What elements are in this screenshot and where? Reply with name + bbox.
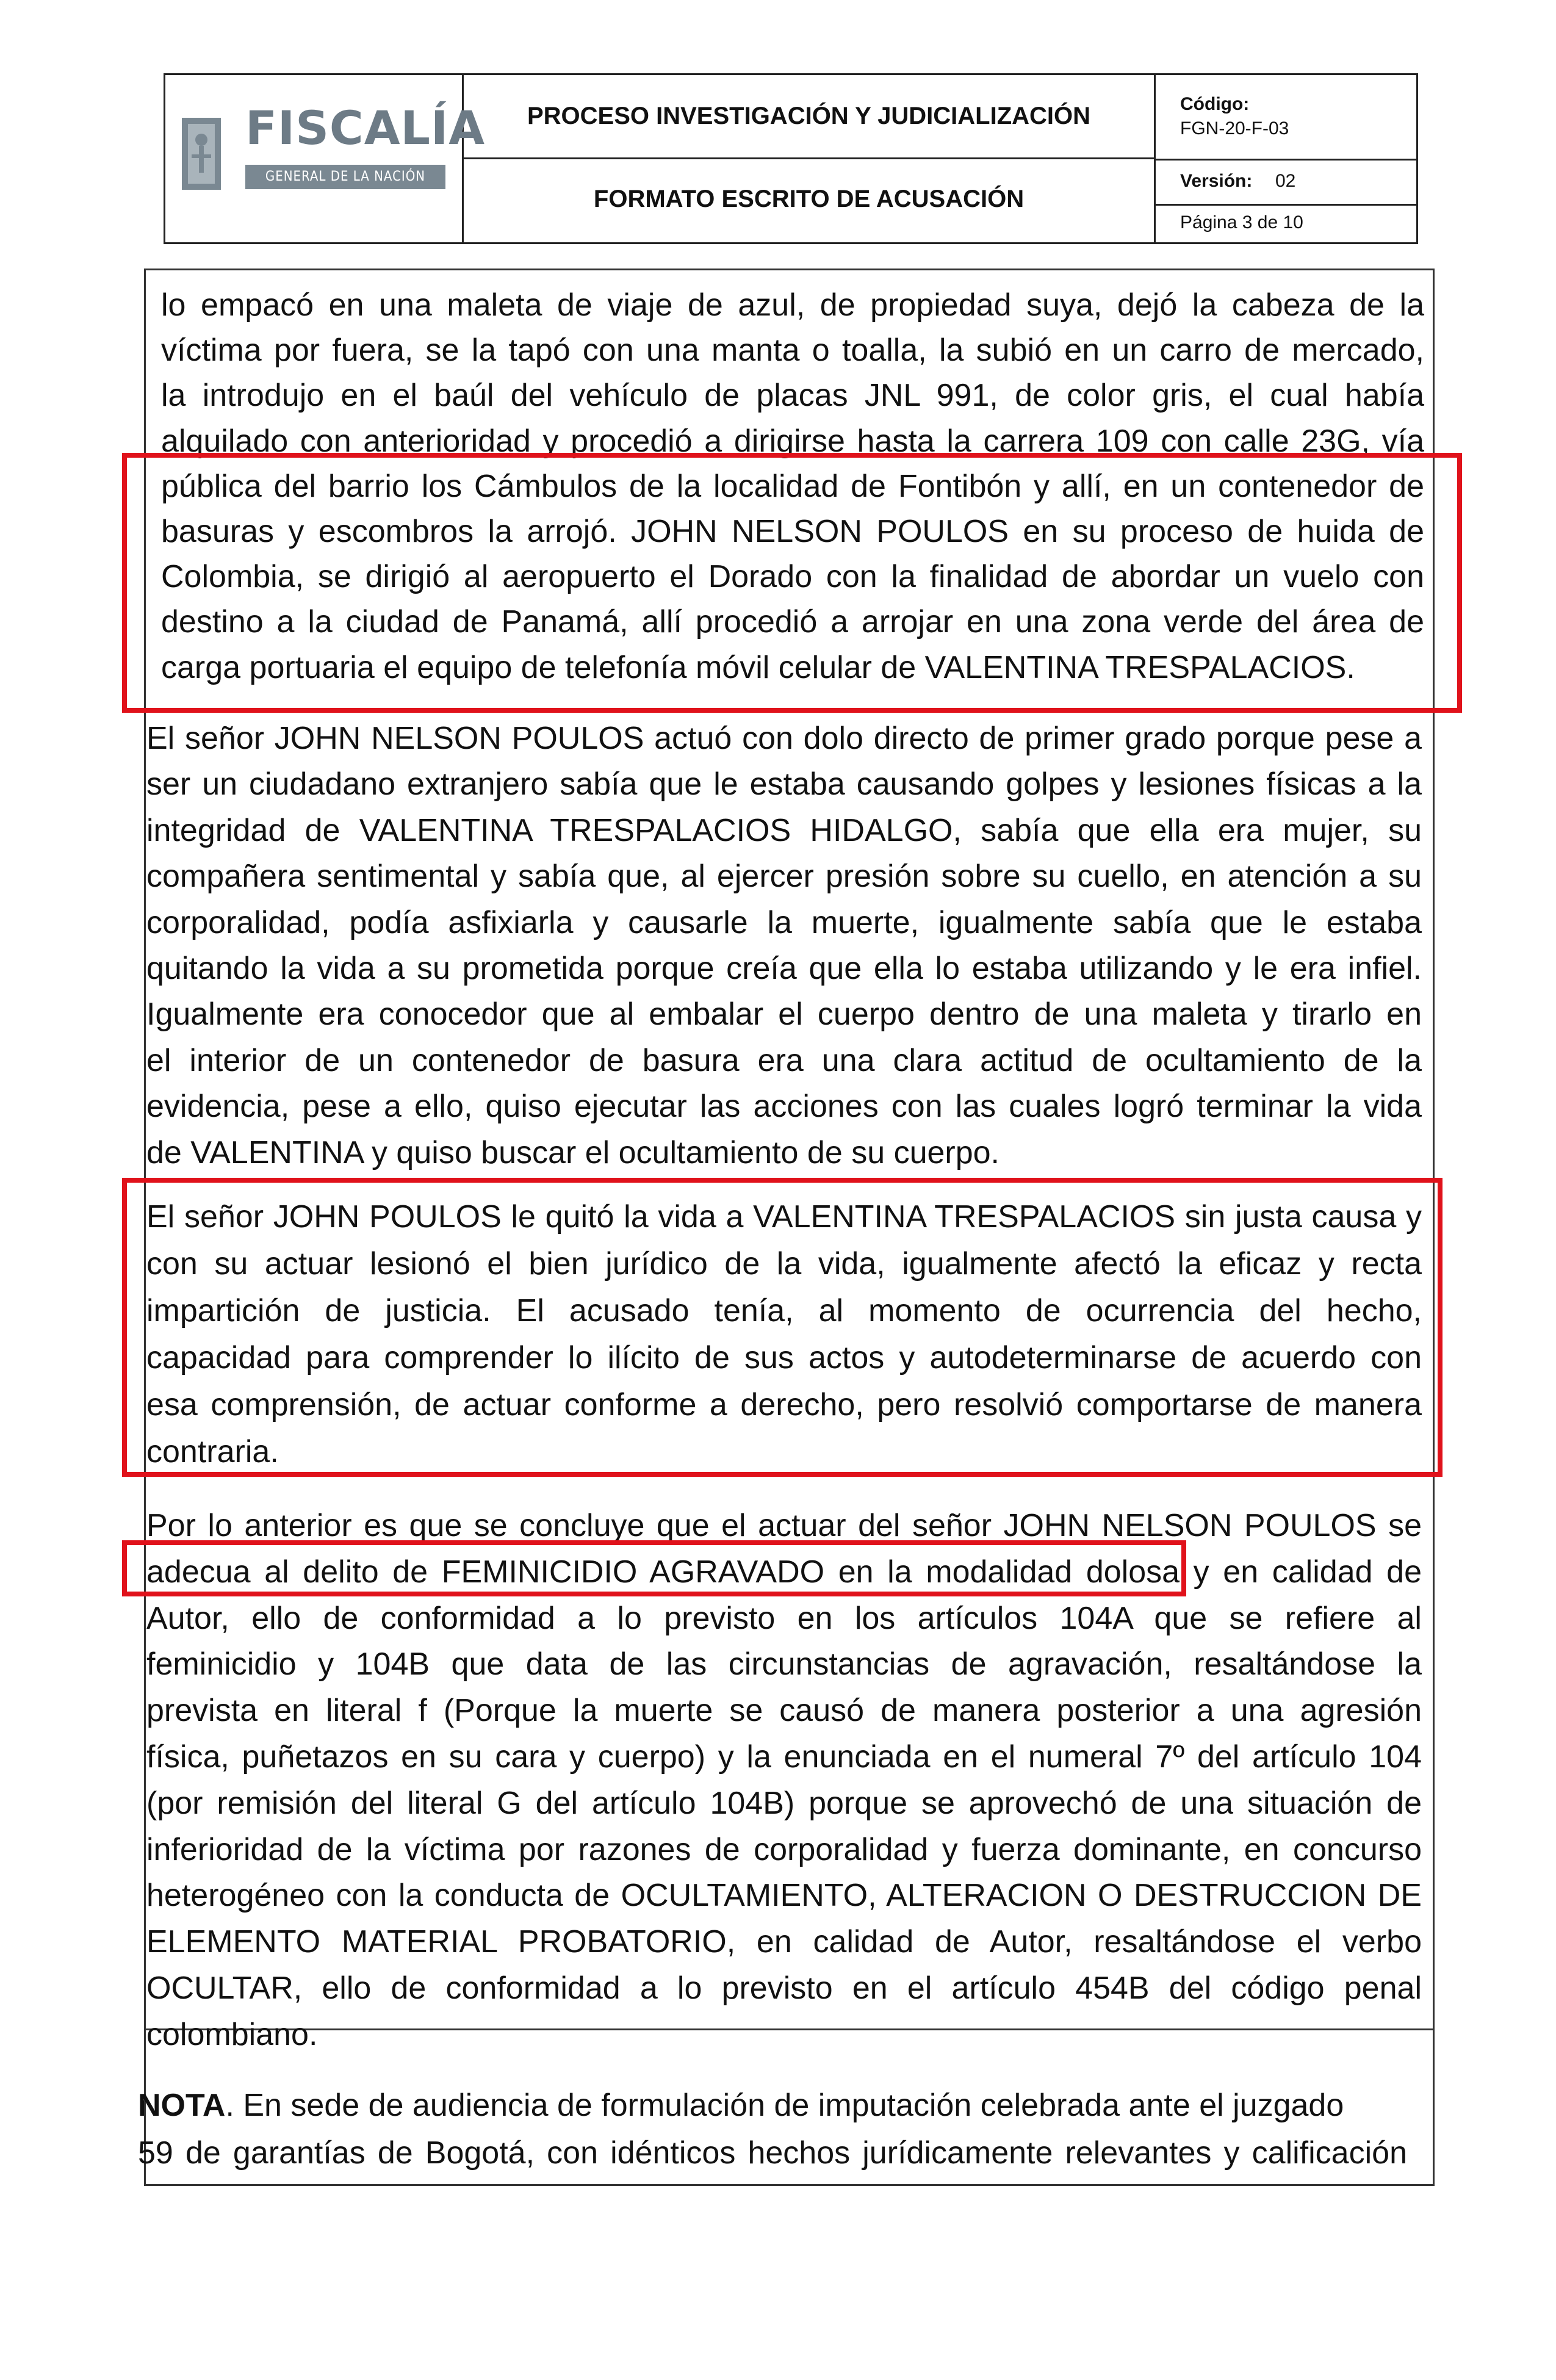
body-line: Autor, ello de conformidad a lo previsto en los artículos 104A que se refiere al xyxy=(146,1600,1422,1636)
highlight-box xyxy=(122,1540,1186,1596)
body-line: prevista en literal f (Porque la muerte se causó de manera posterior a una agresión xyxy=(146,1693,1422,1729)
code-label: Código: xyxy=(1180,94,1250,114)
body-line: Colombia, se dirigió al aeropuerto el Dorado con la finalidad de abordar un vuelo con xyxy=(161,559,1424,595)
body-line: esa comprensión, de actuar conforme a derecho, pero resolvió comportarse de manera xyxy=(146,1387,1422,1423)
code-value: FGN-20-F-03 xyxy=(1180,118,1289,139)
meta-cell xyxy=(1156,73,1418,244)
nota-text: . En sede de audiencia de formulación de imputación celebrada ante el juzgado xyxy=(225,2088,1344,2123)
body-line: colombiano. xyxy=(146,2016,318,2052)
body-line: evidencia, pese a ello, quiso ejecutar las acciones con las cuales logró terminar la vida xyxy=(146,1089,1422,1125)
version-value: 02 xyxy=(1275,171,1296,191)
body-line: feminicidio y 104B que data de las circunstancias de agravación, resaltándose la xyxy=(146,1646,1422,1682)
brand-subtitle: GENERAL DE LA NACIÓN xyxy=(245,165,445,189)
body-line: capacidad para comprender lo ilícito de sus actos y autodeterminarse de acuerdo con xyxy=(146,1340,1422,1376)
body-line: el interior de un contenedor de basura era una clara actitud de ocultamiento de la xyxy=(146,1042,1422,1078)
body-line: integridad de VALENTINA TRESPALACIOS HIDALGO, sabía que ella era mujer, su xyxy=(146,812,1422,848)
process-title: PROCESO INVESTIGACIÓN Y JUDICIALIZACIÓN xyxy=(527,103,1091,129)
body-line: quitando la vida a su prometida porque creía que ella lo estaba utilizando y le era infiel. xyxy=(146,951,1422,986)
body-line: Por lo anterior es que se concluye que el actuar del señor JOHN NELSON POULOS se xyxy=(146,1508,1422,1543)
body-line: ELEMENTO MATERIAL PROBATORIO, en calidad de Autor, resaltándose el verbo xyxy=(146,1924,1422,1960)
body-line: ser un ciudadano extranjero sabía que le estaba causando golpes y lesiones físicas a la xyxy=(146,766,1422,802)
title-divider xyxy=(464,157,1154,159)
body-line: adecua al delito de FEMINICIDIO AGRAVADO en la modalidad dolosa y en calidad de xyxy=(146,1554,1422,1590)
meta-divider xyxy=(1156,204,1418,206)
body-line: pública del barrio los Cámbulos de la localidad de Fontibón y allí, en un contenedor de xyxy=(161,468,1424,504)
body-line: corporalidad, podía asfixiarla y causarle la muerte, igualmente sabía que le estaba xyxy=(146,904,1422,940)
body-line: carga portuaria el equipo de telefonía móvil celular de VALENTINA TRESPALACIOS. xyxy=(161,649,1355,685)
body-line: El señor JOHN POULOS le quitó la vida a VALENTINA TRESPALACIOS sin justa causa y xyxy=(146,1199,1422,1235)
format-title: FORMATO ESCRITO DE ACUSACIÓN xyxy=(593,186,1025,212)
highlight-box xyxy=(122,1178,1443,1477)
body-line: Igualmente era conocedor que al embalar el cuerpo dentro de una maleta y tirarlo en xyxy=(146,997,1422,1033)
body-line: lo empacó en una maleta de viaje de azul, de propiedad suya, dejó la cabeza de la xyxy=(161,287,1424,323)
body-line: destino a la ciudad de Panamá, allí procedió a arrojar en una zona verde del área de xyxy=(161,604,1424,640)
body-line: El señor JOHN NELSON POULOS actuó con dolo directo de primer grado porque pese a xyxy=(146,721,1422,756)
body-line: basuras y escombros la arrojó. JOHN NELSON POULOS en su proceso de huida de xyxy=(161,514,1424,549)
brand-name: FISCALÍA xyxy=(245,101,486,155)
body-line: inferioridad de la víctima por razones de corporalidad y fuerza dominante, en concurso xyxy=(146,1831,1422,1867)
body-line: compañera sentimental y sabía que, al ejercer presión sobre su cuello, en atención a su xyxy=(146,859,1422,895)
body-line: impartición de justicia. El acusado tenía, al momento de ocurrencia del hecho, xyxy=(146,1293,1422,1329)
body-line: de VALENTINA y quiso buscar el ocultamiento de su cuerpo. xyxy=(146,1134,1000,1170)
body-line: (por remisión del literal G del artículo 104B) porque se aprovechó de una situación de xyxy=(146,1785,1422,1821)
body-line: contraria. xyxy=(146,1434,279,1469)
body-line: alquilado con anterioridad y procedió a dirigirse hasta la carrera 109 con calle 23G, vía xyxy=(161,423,1424,459)
body-line: OCULTAR, ello de conformidad a lo previsto en el artículo 454B del código penal xyxy=(146,1971,1422,2006)
fiscalia-seal-icon xyxy=(182,118,221,190)
body-line: física, puñetazos en su cara y cuerpo) y la enunciada en el numeral 7º del artículo 104 xyxy=(146,1739,1422,1775)
body-line: víctima por fuera, se la tapó con una manta o toalla, la subió en un carro de mercado, xyxy=(161,333,1424,369)
nota-label: NOTA xyxy=(138,2088,226,2123)
body-line: heterogéneo con la conducta de OCULTAMIENTO, ALTERACION O DESTRUCCION DE xyxy=(146,1878,1422,1914)
page-label: Página 3 de 10 xyxy=(1180,212,1303,233)
title-cell xyxy=(464,73,1156,244)
version-label: Versión: xyxy=(1180,171,1253,191)
meta-divider xyxy=(1156,159,1418,160)
nota-text: 59 de garantías de Bogotá, con idénticos hechos jurídicamente relevantes y calificación xyxy=(138,2135,1407,2171)
body-line: con su actuar lesionó el bien jurídico de la vida, igualmente afectó la eficaz y recta xyxy=(146,1246,1422,1282)
body-line: la introdujo en el baúl del vehículo de placas JNL 991, de color gris, el cual había xyxy=(161,378,1424,414)
highlight-box xyxy=(122,453,1462,713)
